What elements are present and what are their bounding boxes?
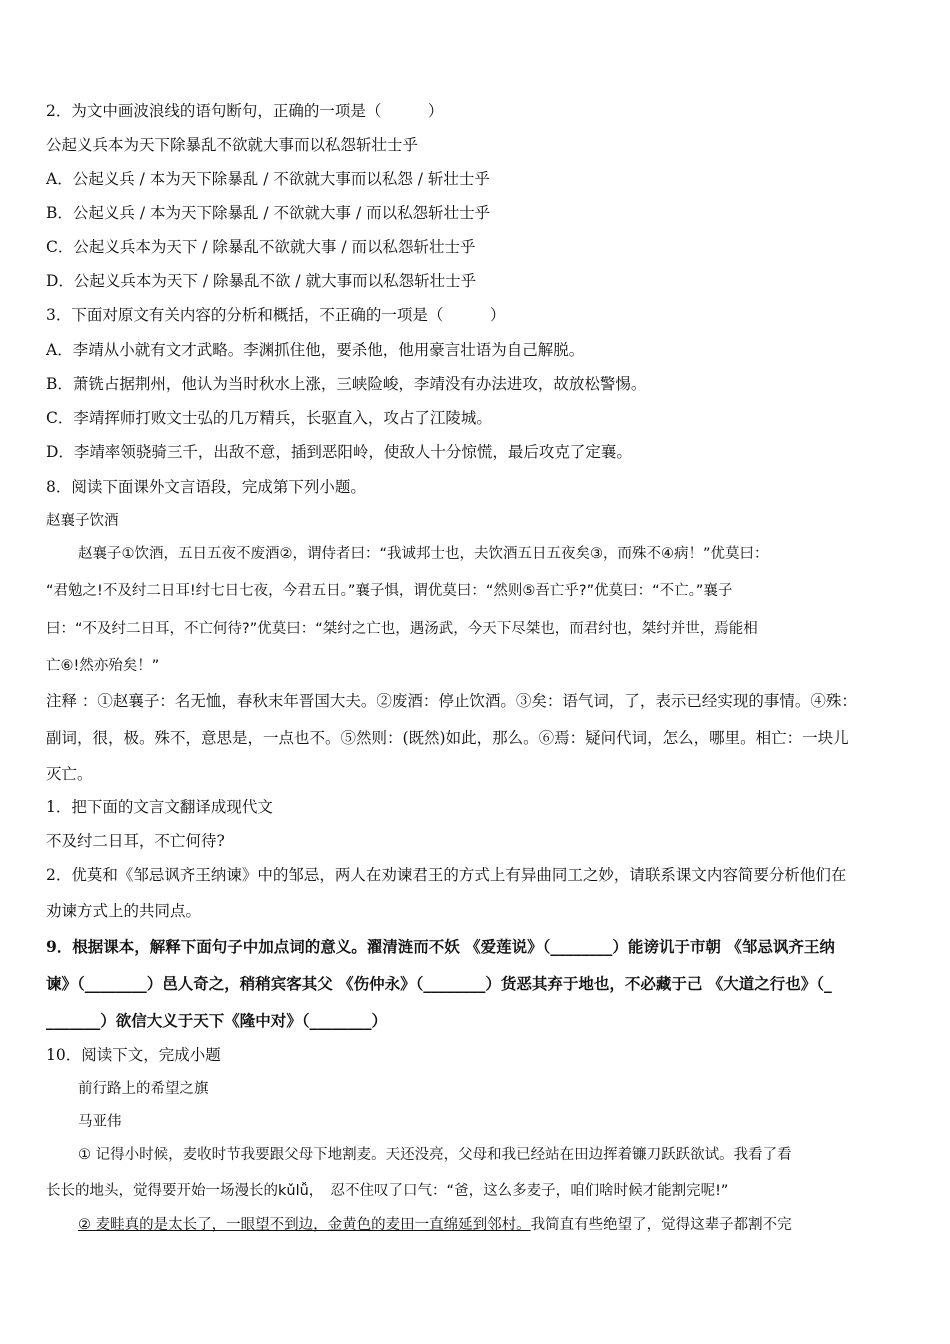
q10-author: 马亚伟 [78,1114,122,1130]
q8-title: 赵襄子饮酒 [46,513,119,529]
q8-passage-line-2: “君勉之!不及纣二日耳!纣七日七夜，今君五日。”襄子惧，谓优莫曰：“然则⑤吾亡乎?”优莫曰：“不亡。”襄子 [46,583,733,599]
q2-option-b: B．公起义兵 / 本为天下除暴乱 / 不欲就大事 / 而以私怨斩壮士乎 [46,204,491,222]
q2-option-a: A．公起义兵 / 本为天下除暴乱 / 不欲就大事而以私怨 / 斩壮士乎 [46,170,490,188]
q10-p1-line-2: 长长的地头，觉得要开始一场漫长的kǔlǚ， 忍不住叹了口气：“爸，这么多麦子，咱们啥时候才能割完呢!” [46,1183,729,1199]
q8-passage-line-3: 曰：“不及纣二日耳，不亡何待?”优莫曰：“桀纣之亡也，遇汤武，今天下尽桀也，而君纣也，桀纣并世，焉能相 [46,621,758,637]
q8-notes-line-2: 副词，很，极。殊不，意思是，一点也不。⑤然则：(既然)如此，那么。⑥焉：疑问代词，怎么，哪里。相亡：一块儿 [46,729,849,747]
q2-sentence: 公起义兵本为天下除暴乱不欲就大事而以私怨斩壮士乎 [46,136,419,154]
q3-option-b: B．萧铣占据荆州，他认为当时秋水上涨，三峡险峻，李靖没有办法进攻，故放松警惕。 [46,375,647,393]
q8-sub1-stem: 1．把下面的文言文翻译成现代文 [46,798,273,816]
q10-p2-continuation: 我简直有些绝望了，觉得这辈子都割不完 [530,1217,792,1233]
q2-option-c: C．公起义兵本为天下 / 除暴乱不欲就大事 / 而以私怨斩壮士乎 [46,238,476,256]
q10-p1-line-1: ① 记得小时候，麦收时节我要跟父母下地割麦。天还没亮，父母和我已经站在田边挥着镰刀跃跃欲试。我看了看 [78,1147,792,1163]
q10-stem: 10．阅读下文，完成小题 [46,1046,221,1064]
q8-sub2-line-1: 2．优莫和《邹忌讽齐王纳谏》中的邹忌，两人在劝谏君王的方式上有异曲同工之妙，请联系课文内容简要分析他们在 [46,866,847,884]
q8-sub1-text: 不及纣二日耳，不亡何待? [46,832,225,850]
q8-notes-line-3: 灭亡。 [46,765,93,783]
q10-p2-line-1 [78,1214,908,1236]
q3-option-c: C．李靖挥师打败文士弘的几万精兵，长驱直入，攻占了江陵城。 [46,409,492,427]
q9-line-1: 9．根据课本，解释下面句子中加点词的意义。濯清涟而不妖 《爱莲说》（________）能谤讥于市朝 《邹忌讽齐王纳 [46,937,835,956]
q2-option-d: D．公起义兵本为天下 / 除暴乱不欲 / 就大事而以私怨斩壮士乎 [46,272,477,290]
q8-stem: 8．阅读下面课外文言语段，完成第下列小题。 [46,478,366,496]
q8-sub2-line-2: 劝谏方式上的共同点。 [46,902,202,920]
q8-passage-line-1: 赵襄子①饮酒，五日五夜不废酒②，谓侍者曰：“我诚邦士也，夫饮酒五日五夜矣③，而殊不④病！”优莫曰： [78,546,769,562]
q10-article-title: 前行路上的希望之旗 [78,1081,209,1097]
q8-notes-line-1: 注释 ：①赵襄子：名无恤，春秋末年晋国大夫。②废酒：停止饮酒。③矣：语气词，了，表示已经实现的事情。④殊： [46,692,857,710]
q3-stem: 3．下面对原文有关内容的分析和概括，不正确的一项是（ ） [46,306,506,324]
q10-p2-underlined-sentence: ② 麦畦真的是太长了，一眼望不到边，金黄色的麦田一直绵延到邻村。 [78,1217,531,1233]
q2-stem: 2．为文中画波浪线的语句断句，正确的一项是（ ） [46,102,444,120]
q3-option-a: A．李靖从小就有文才武略。李渊抓住他，要杀他，他用豪言壮语为自己解脱。 [46,341,585,359]
q8-passage-line-4: 亡⑥!然亦殆矣！” [46,658,160,674]
q9-line-2: 谏》（________）邑人奇之，稍稍宾客其父 《伤仲永》（________）货恶其弃于地也，不必藏于己 《大道之行也》（_ [46,974,832,993]
q3-option-d: D．李靖率领骁骑三千，出敌不意，插到恶阳岭，使敌人十分惊慌，最后攻克了定襄。 [46,443,632,461]
q9-line-3: _______）欲信大义于天下《隆中对》（________） [46,1011,388,1030]
